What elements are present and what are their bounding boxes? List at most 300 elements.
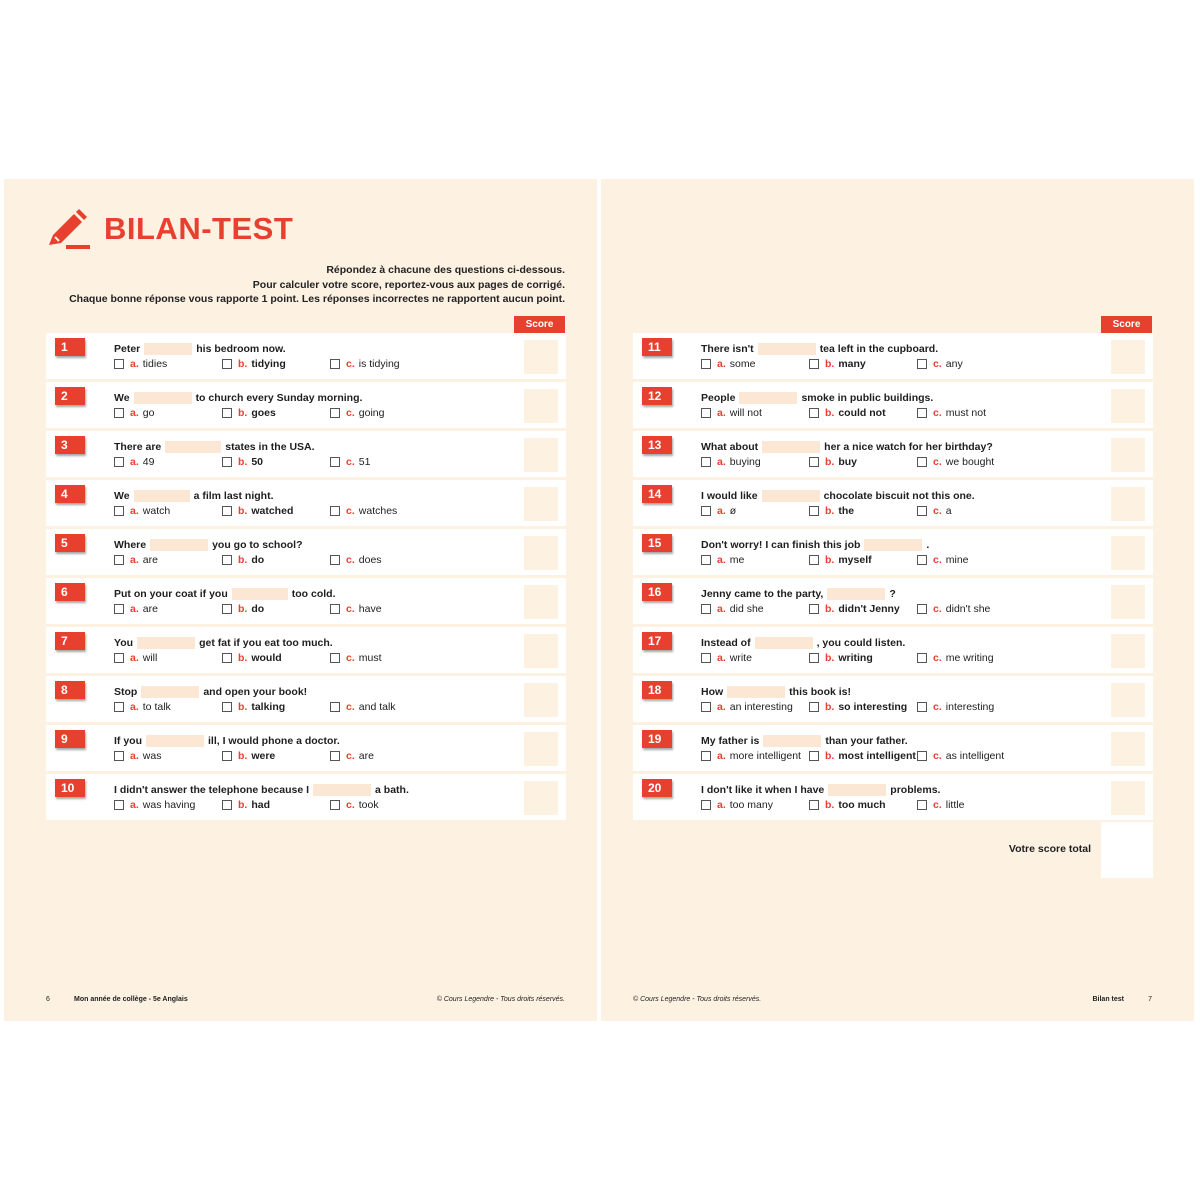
question-number: 19 — [642, 730, 672, 748]
stem-after: problems. — [890, 784, 941, 796]
checkbox[interactable] — [809, 359, 819, 369]
question-stem — [701, 637, 905, 649]
option-text: we bought — [945, 456, 995, 468]
stem-before: What about — [701, 441, 759, 453]
stem-after: to church every Sunday morning. — [195, 392, 363, 404]
option-b[interactable] — [809, 701, 907, 713]
question-stem — [114, 343, 286, 355]
option-letter: c. — [346, 652, 355, 664]
score-box[interactable] — [1111, 389, 1145, 423]
option-text: will — [142, 652, 158, 664]
stem-before: You — [114, 637, 134, 649]
option-text: many — [838, 358, 866, 370]
option-a[interactable] — [114, 652, 157, 664]
checkbox[interactable] — [330, 359, 340, 369]
checkbox[interactable] — [701, 555, 711, 565]
option-letter: b. — [825, 603, 835, 615]
question-row — [633, 480, 1153, 526]
option-text: interesting — [945, 701, 995, 713]
checkbox[interactable] — [222, 800, 232, 810]
question-row — [633, 529, 1153, 575]
option-text: took — [358, 799, 379, 811]
option-text: and talk — [358, 701, 396, 713]
score-box[interactable] — [524, 487, 558, 521]
option-b[interactable] — [222, 652, 282, 664]
options — [701, 358, 1031, 372]
checkbox[interactable] — [809, 457, 819, 467]
option-letter: c. — [933, 554, 942, 566]
checkbox[interactable] — [917, 359, 927, 369]
checkbox[interactable] — [701, 604, 711, 614]
checkbox[interactable] — [330, 555, 340, 565]
footer-copyright: © Cours Legendre - Tous droits réservés. — [436, 996, 565, 1003]
checkbox[interactable] — [917, 506, 927, 516]
checkbox[interactable] — [701, 359, 711, 369]
option-b[interactable] — [809, 799, 886, 811]
option-letter: b. — [825, 358, 835, 370]
option-c[interactable] — [330, 505, 397, 517]
option-text: watch — [142, 505, 171, 517]
question-stem — [701, 539, 929, 551]
option-a[interactable] — [114, 701, 171, 713]
option-text: mine — [945, 554, 969, 566]
option-letter: b. — [825, 554, 835, 566]
score-box[interactable] — [524, 536, 558, 570]
options — [701, 505, 1031, 519]
answer-blank — [146, 735, 204, 747]
option-text: watched — [251, 505, 294, 517]
option-c[interactable] — [917, 407, 986, 419]
stem-before: Instead of — [701, 637, 751, 649]
checkbox[interactable] — [701, 653, 711, 663]
option-b[interactable] — [222, 407, 276, 419]
option-letter: a. — [130, 603, 139, 615]
option-letter: b. — [238, 407, 248, 419]
options — [114, 603, 444, 617]
option-c[interactable] — [917, 554, 969, 566]
options — [701, 701, 1031, 715]
score-box[interactable] — [1111, 732, 1145, 766]
question-number: 9 — [55, 730, 85, 748]
checkbox[interactable] — [330, 702, 340, 712]
question-row — [633, 627, 1153, 673]
option-b[interactable] — [222, 456, 263, 468]
option-text: a — [945, 505, 952, 517]
score-box[interactable] — [524, 732, 558, 766]
checkbox[interactable] — [701, 800, 711, 810]
stem-after: chocolate biscuit not this one. — [823, 490, 975, 502]
checkbox[interactable] — [330, 457, 340, 467]
option-text: go — [142, 407, 155, 419]
option-text: 49 — [142, 456, 155, 468]
stem-after: too cold. — [291, 588, 336, 600]
question-row — [46, 627, 566, 673]
checkbox[interactable] — [114, 408, 124, 418]
score-box[interactable] — [524, 340, 558, 374]
checkbox[interactable] — [222, 457, 232, 467]
checkbox[interactable] — [701, 751, 711, 761]
options — [114, 407, 444, 421]
score-box[interactable] — [1111, 634, 1145, 668]
total-score-row — [633, 822, 1153, 878]
answer-blank — [232, 588, 288, 600]
score-box[interactable] — [1111, 536, 1145, 570]
stem-before: I don't like it when I have — [701, 784, 825, 796]
footer-book-title: Mon année de collège - 5e Anglais — [74, 996, 188, 1003]
checkbox[interactable] — [114, 702, 124, 712]
option-letter: a. — [130, 456, 139, 468]
question-row — [46, 774, 566, 820]
option-a[interactable] — [701, 603, 764, 615]
checkbox[interactable] — [701, 702, 711, 712]
checkbox[interactable] — [114, 457, 124, 467]
option-c[interactable] — [330, 603, 382, 615]
score-box[interactable] — [524, 683, 558, 717]
options — [701, 603, 1031, 617]
checkbox[interactable] — [114, 604, 124, 614]
option-letter: a. — [717, 554, 726, 566]
option-text: is tidying — [358, 358, 400, 370]
right-page — [601, 179, 1194, 1021]
score-box[interactable] — [524, 585, 558, 619]
option-b[interactable] — [809, 407, 886, 419]
checkbox[interactable] — [114, 555, 124, 565]
checkbox[interactable] — [809, 408, 819, 418]
option-b[interactable] — [222, 505, 293, 517]
total-score-box[interactable] — [1101, 822, 1153, 878]
checkbox[interactable] — [330, 408, 340, 418]
stem-after: ? — [889, 588, 896, 600]
option-letter: c. — [346, 456, 355, 468]
checkbox[interactable] — [809, 702, 819, 712]
option-letter: c. — [933, 701, 942, 713]
question-list — [633, 333, 1153, 823]
checkbox[interactable] — [222, 506, 232, 516]
option-c[interactable] — [917, 701, 994, 713]
checkbox[interactable] — [222, 359, 232, 369]
option-letter: b. — [238, 701, 248, 713]
option-a[interactable] — [114, 750, 161, 762]
question-row — [633, 382, 1153, 428]
option-c[interactable] — [917, 456, 994, 468]
stem-before: People — [701, 392, 736, 404]
checkbox[interactable] — [222, 555, 232, 565]
checkbox[interactable] — [701, 457, 711, 467]
option-b[interactable] — [809, 456, 857, 468]
answer-blank — [827, 588, 885, 600]
score-box[interactable] — [1111, 585, 1145, 619]
option-b[interactable] — [222, 554, 264, 566]
left-page — [4, 179, 597, 1021]
option-letter: a. — [717, 652, 726, 664]
option-b[interactable] — [222, 358, 286, 370]
option-letter: b. — [238, 750, 248, 762]
option-letter: b. — [238, 358, 248, 370]
checkbox[interactable] — [809, 653, 819, 663]
option-b[interactable] — [809, 554, 872, 566]
page-title: BILAN-TEST — [104, 211, 294, 246]
checkbox[interactable] — [330, 506, 340, 516]
option-text: write — [729, 652, 752, 664]
instruction-line: Chaque bonne réponse vous rapporte 1 point. Les réponses incorrectes ne rapportent aucun point. — [69, 293, 565, 305]
question-stem — [701, 686, 851, 698]
options — [114, 750, 444, 764]
question-row — [46, 333, 566, 379]
checkbox[interactable] — [330, 653, 340, 663]
option-text: 50 — [251, 456, 264, 468]
checkbox[interactable] — [701, 506, 711, 516]
option-letter: a. — [717, 799, 726, 811]
option-text: 51 — [358, 456, 371, 468]
options — [114, 358, 444, 372]
option-c[interactable] — [917, 750, 1004, 762]
checkbox[interactable] — [809, 506, 819, 516]
option-b[interactable] — [809, 358, 866, 370]
option-a[interactable] — [701, 456, 761, 468]
option-text: are — [358, 750, 374, 762]
answer-blank — [137, 637, 195, 649]
pencil-icon — [46, 209, 92, 251]
question-stem — [701, 784, 940, 796]
checkbox[interactable] — [222, 408, 232, 418]
options — [701, 554, 1031, 568]
option-c[interactable] — [330, 652, 382, 664]
score-box[interactable] — [1111, 438, 1145, 472]
checkbox[interactable] — [114, 751, 124, 761]
question-number: 7 — [55, 632, 85, 650]
options — [114, 652, 444, 666]
option-text: most intelligent — [838, 750, 916, 762]
checkbox[interactable] — [701, 408, 711, 418]
option-c[interactable] — [330, 750, 374, 762]
score-box[interactable] — [524, 634, 558, 668]
option-text: could not — [838, 407, 886, 419]
option-text: myself — [838, 554, 872, 566]
option-text: must not — [945, 407, 987, 419]
option-c[interactable] — [917, 603, 990, 615]
option-a[interactable] — [114, 407, 154, 419]
option-letter: c. — [933, 407, 942, 419]
checkbox[interactable] — [809, 604, 819, 614]
stem-before: Jenny came to the party, — [701, 588, 824, 600]
question-number: 17 — [642, 632, 672, 650]
option-letter: b. — [238, 505, 248, 517]
option-a[interactable] — [701, 701, 793, 713]
option-text: were — [251, 750, 276, 762]
stem-before: Don't worry! I can finish this job — [701, 539, 861, 551]
option-c[interactable] — [330, 554, 382, 566]
stem-after: you go to school? — [212, 539, 303, 551]
option-letter: b. — [238, 603, 248, 615]
checkbox[interactable] — [809, 555, 819, 565]
checkbox[interactable] — [917, 702, 927, 712]
question-row — [633, 578, 1153, 624]
checkbox[interactable] — [114, 653, 124, 663]
option-letter: a. — [130, 407, 139, 419]
question-number: 13 — [642, 436, 672, 454]
question-number: 3 — [55, 436, 85, 454]
checkbox[interactable] — [222, 751, 232, 761]
option-text: does — [358, 554, 382, 566]
option-letter: a. — [717, 701, 726, 713]
question-stem — [701, 490, 975, 502]
option-c[interactable] — [330, 407, 384, 419]
stem-before: I would like — [701, 490, 758, 502]
option-text: the — [838, 505, 855, 517]
option-a[interactable] — [701, 799, 773, 811]
stem-before: Where — [114, 539, 147, 551]
stem-after: than your father. — [825, 735, 908, 747]
checkbox[interactable] — [114, 506, 124, 516]
stem-after: states in the USA. — [225, 441, 315, 453]
option-letter: c. — [346, 603, 355, 615]
options — [114, 701, 444, 715]
checkbox[interactable] — [330, 604, 340, 614]
score-header: Score — [514, 316, 565, 333]
option-a[interactable] — [701, 652, 752, 664]
option-b[interactable] — [809, 750, 916, 762]
options — [701, 652, 1031, 666]
option-text: did she — [729, 603, 764, 615]
option-c[interactable] — [917, 652, 994, 664]
stem-after: . — [926, 539, 930, 551]
checkbox[interactable] — [809, 751, 819, 761]
option-c[interactable] — [917, 799, 964, 811]
score-box[interactable] — [1111, 487, 1145, 521]
option-a[interactable] — [114, 358, 167, 370]
footer-page-number: 7 — [1148, 996, 1152, 1003]
question-number: 18 — [642, 681, 672, 699]
option-letter: a. — [717, 358, 726, 370]
question-stem — [701, 343, 938, 355]
option-a[interactable] — [701, 358, 755, 370]
checkbox[interactable] — [917, 751, 927, 761]
instruction-line: Pour calculer votre score, reportez-vous aux pages de corrigé. — [252, 278, 565, 291]
checkbox[interactable] — [222, 653, 232, 663]
checkbox[interactable] — [917, 555, 927, 565]
option-letter: a. — [130, 799, 139, 811]
option-a[interactable] — [701, 750, 801, 762]
stem-before: How — [701, 686, 724, 698]
answer-blank — [763, 735, 821, 747]
checkbox[interactable] — [330, 751, 340, 761]
option-c[interactable] — [330, 799, 379, 811]
option-c[interactable] — [917, 358, 963, 370]
checkbox[interactable] — [917, 653, 927, 663]
option-text: some — [729, 358, 756, 370]
question-stem — [114, 441, 315, 453]
option-letter: c. — [933, 505, 942, 517]
options — [701, 750, 1031, 764]
option-letter: b. — [238, 456, 248, 468]
option-letter: a. — [130, 652, 139, 664]
option-b[interactable] — [222, 750, 275, 762]
checkbox[interactable] — [114, 800, 124, 810]
stem-before: Peter — [114, 343, 141, 355]
question-number: 20 — [642, 779, 672, 797]
answer-blank — [739, 392, 797, 404]
option-text: buying — [729, 456, 761, 468]
option-letter: a. — [717, 603, 726, 615]
checkbox[interactable] — [330, 800, 340, 810]
option-c[interactable] — [330, 701, 396, 713]
checkbox[interactable] — [917, 604, 927, 614]
option-letter: a. — [717, 407, 726, 419]
question-number: 8 — [55, 681, 85, 699]
checkbox[interactable] — [917, 800, 927, 810]
option-text: me writing — [945, 652, 994, 664]
question-number: 14 — [642, 485, 672, 503]
option-letter: a. — [130, 701, 139, 713]
option-c[interactable] — [330, 456, 370, 468]
checkbox[interactable] — [222, 702, 232, 712]
option-c[interactable] — [917, 505, 952, 517]
score-box[interactable] — [524, 781, 558, 815]
checkbox[interactable] — [917, 408, 927, 418]
question-stem — [114, 392, 362, 404]
option-a[interactable] — [701, 554, 744, 566]
option-a[interactable] — [114, 799, 195, 811]
option-letter: b. — [238, 554, 248, 566]
option-text: little — [945, 799, 965, 811]
question-row — [46, 676, 566, 722]
stem-after: tea left in the cupboard. — [819, 343, 939, 355]
option-b[interactable] — [222, 799, 270, 811]
score-box[interactable] — [524, 389, 558, 423]
score-box[interactable] — [1111, 683, 1145, 717]
option-b[interactable] — [222, 701, 285, 713]
option-a[interactable] — [701, 505, 736, 517]
question-row — [46, 480, 566, 526]
question-number: 4 — [55, 485, 85, 503]
option-text: was having — [142, 799, 196, 811]
option-b[interactable] — [809, 603, 900, 615]
option-a[interactable] — [114, 505, 170, 517]
question-number: 1 — [55, 338, 85, 356]
checkbox[interactable] — [809, 800, 819, 810]
option-c[interactable] — [330, 358, 400, 370]
option-b[interactable] — [809, 505, 854, 517]
option-text: will not — [729, 407, 762, 419]
option-letter: a. — [130, 358, 139, 370]
option-letter: b. — [825, 750, 835, 762]
option-letter: c. — [346, 750, 355, 762]
option-a[interactable] — [114, 554, 158, 566]
score-box[interactable] — [524, 438, 558, 472]
question-stem — [701, 735, 908, 747]
question-row — [633, 725, 1153, 771]
option-text: an interesting — [729, 701, 793, 713]
option-letter: c. — [346, 505, 355, 517]
question-row — [46, 529, 566, 575]
option-letter: b. — [825, 407, 835, 419]
option-text: too many — [729, 799, 773, 811]
checkbox[interactable] — [917, 457, 927, 467]
option-a[interactable] — [114, 603, 158, 615]
option-a[interactable] — [701, 407, 762, 419]
option-letter: c. — [346, 554, 355, 566]
checkbox[interactable] — [222, 604, 232, 614]
score-box[interactable] — [1111, 781, 1145, 815]
option-b[interactable] — [809, 652, 873, 664]
option-b[interactable] — [222, 603, 264, 615]
question-number: 10 — [55, 779, 85, 797]
question-stem — [114, 784, 409, 796]
option-letter: a. — [717, 456, 726, 468]
checkbox[interactable] — [114, 359, 124, 369]
score-box[interactable] — [1111, 340, 1145, 374]
option-a[interactable] — [114, 456, 154, 468]
